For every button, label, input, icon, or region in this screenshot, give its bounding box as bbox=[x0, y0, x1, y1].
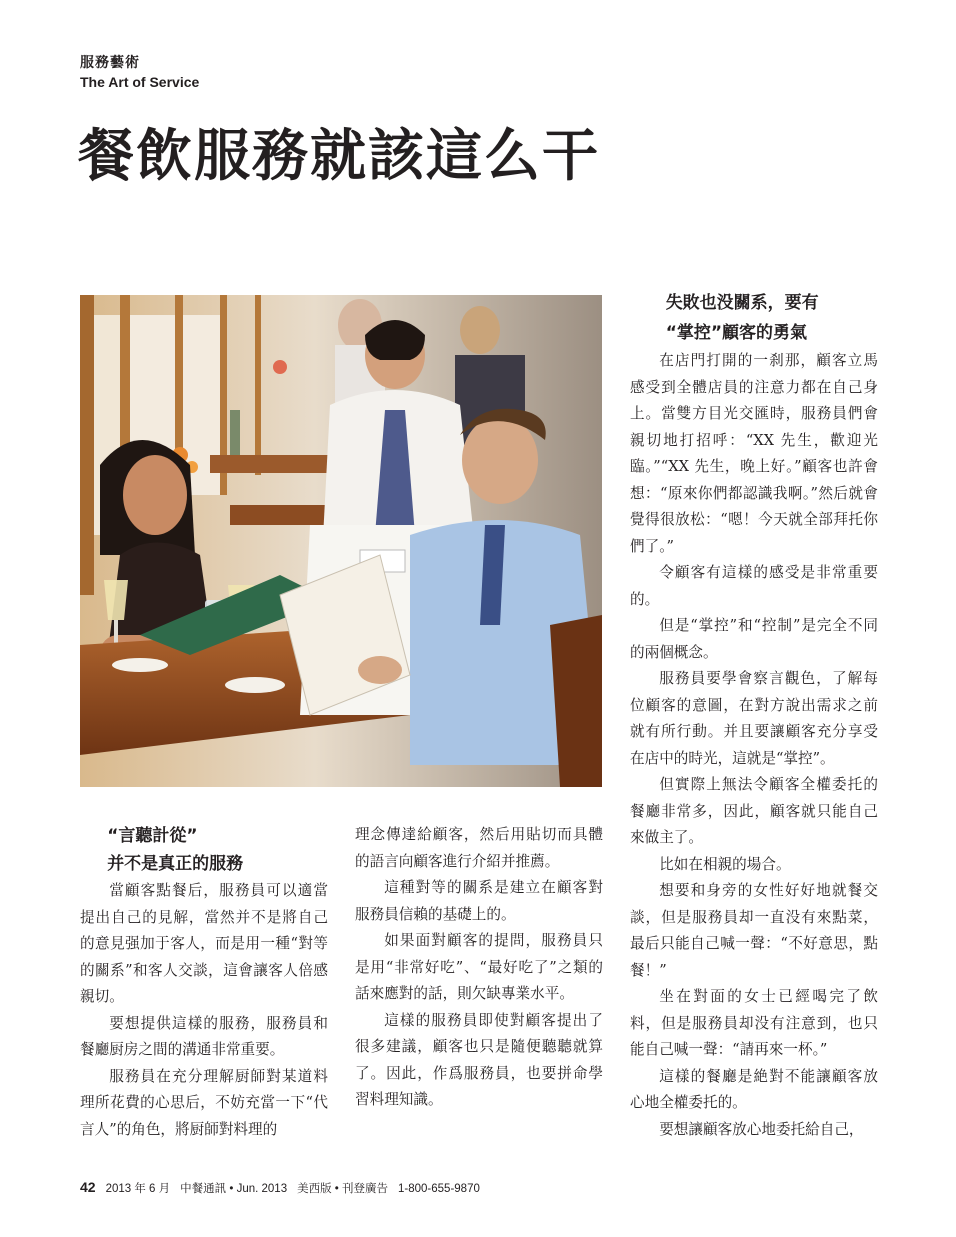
paragraph-continued: 理念傳達給顧客，然后用貼切而具體的語言向顧客進行介紹并推薦。 bbox=[355, 826, 603, 870]
paragraph: 服務員在充分理解厨師對某道料理所花費的心思后，不妨充當一下“代言人”的角色，將厨師對料理的 bbox=[80, 1067, 328, 1138]
paragraph: 當顧客點餐后，服務員可以適當提出自己的見解，當然并不是將自己的意見强加于客人，而是用一種“對等的關系”和客人交談，這會讓客人倍感親切。 bbox=[80, 882, 328, 1005]
paragraph: 這種對等的關系是建立在顧客對服務員信賴的基礎上的。 bbox=[355, 879, 603, 923]
paragraph: 比如在相親的場合。 bbox=[659, 855, 791, 873]
article-column-3 bbox=[630, 288, 878, 1143]
section-heading-2b: “掌控”顧客的勇氣 bbox=[665, 323, 808, 343]
page-number: 42 bbox=[80, 1179, 96, 1195]
restaurant-photo bbox=[80, 295, 602, 787]
page-title: 餐飲服務就該這么干 bbox=[78, 123, 600, 189]
paragraph: 但是“掌控”和“控制”是完全不同的兩個概念。 bbox=[630, 617, 878, 661]
paragraph: 在店門打開的一刹那，顧客立馬感受到全體店員的注意力都在自己身上。當雙方目光交匯時，服務員們會親切地打招呼：“XX 先生，歡迎光臨。”“XX 先生，晚上好。”顧客也許會想：“原來你們都認識我啊。”然后就會覺得很放松：“嗯！今天就全部拜托你們了。” bbox=[630, 352, 878, 555]
section-label-en: The Art of Service bbox=[80, 74, 200, 90]
phone-number: 1-800-655-9870 bbox=[398, 1183, 480, 1195]
edition-label: 美西版 • 刊登廣告 bbox=[297, 1183, 389, 1195]
paragraph: 要想讓顧客放心地委托給自己， bbox=[659, 1120, 864, 1138]
section-heading-1b: 并不是真正的服務 bbox=[107, 854, 244, 874]
paragraph: 坐在對面的女士已經喝完了飲料，但是服務員却没有注意到，也只能自己喊一聲：“請再來一杯。” bbox=[630, 988, 878, 1058]
issue-date: 2013 年 6 月 bbox=[105, 1183, 171, 1195]
paragraph: 想要和身旁的女性好好地就餐交談，但是服務員却一直没有來點菜，最后只能自己喊一聲：“不好意思，點餐！” bbox=[630, 882, 878, 979]
paragraph: 要想提供這樣的服務，服務員和餐廳厨房之間的溝通非常重要。 bbox=[80, 1014, 328, 1058]
article-column-1 bbox=[80, 822, 328, 1143]
paragraph: 這樣的服務員即使對顧客提出了很多建議，顧客也只是隨便聽聽就算了。因此，作爲服務員，也要拼命學習料理知識。 bbox=[355, 1011, 603, 1108]
paragraph: 服務員要學會察言觀色，了解每位顧客的意圖，在對方說出需求之前就有所行動。并且要讓顧客充分享受在店中的時光，這就是“掌控”。 bbox=[630, 670, 878, 767]
publication-name: 中餐通訊 • Jun. 2013 bbox=[180, 1183, 288, 1195]
page-footer bbox=[80, 1179, 480, 1196]
section-heading-2a: 失敗也没關系，要有 bbox=[665, 293, 819, 313]
section-label-zh: 服務藝術 bbox=[80, 55, 140, 71]
paragraph: 令顧客有這樣的感受是非常重要的。 bbox=[630, 564, 878, 608]
paragraph: 如果面對顧客的提問，服務員只是用“非常好吃”、“最好吃了”之類的話來應對的話，則欠缺專業水平。 bbox=[355, 932, 603, 1002]
article-column-2 bbox=[355, 822, 603, 1114]
paragraph: 這樣的餐廳是絶對不能讓顧客放心地全權委托的。 bbox=[630, 1067, 878, 1111]
paragraph: 但實際上無法令顧客全權委托的餐廳非常多，因此，顧客就只能自己來做主了。 bbox=[630, 776, 878, 846]
section-heading-1a: “言聽計從” bbox=[107, 826, 198, 846]
